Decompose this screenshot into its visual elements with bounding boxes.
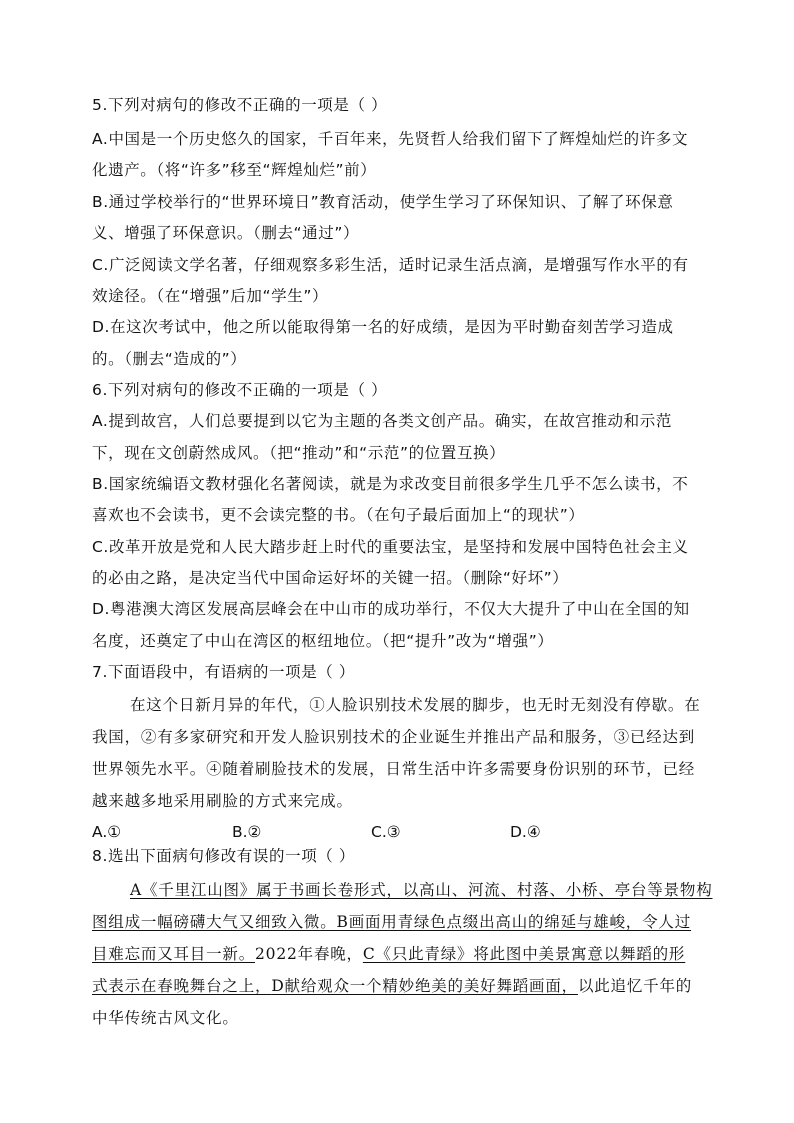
q8-segment-c-part1: C《只此青绿》将此图中美景寓意以舞蹈的形 xyxy=(362,945,686,963)
q6-option-c-line2: 的必由之路，是决定当代中国命运好坏的关键一招。（删除“好坏”） xyxy=(92,569,569,587)
q7-option-a: A.① xyxy=(92,823,122,841)
q8-segment-d: D献给观众一个精妙绝美的美好舞蹈画面， xyxy=(271,977,578,995)
q8-segment-a-part1: A《千里江山图》属于书画长卷形式，以高山、河流、村落、小桥、亭台等景物构 xyxy=(130,881,713,899)
q8-segment-c-part2: 式表示在春晚舞台之上， xyxy=(92,977,272,995)
q8-passage-line5: 中华传统古风文化。 xyxy=(92,1009,239,1027)
question-6-stem: 6.下列对病句的修改不正确的一项是（ ） xyxy=(92,381,388,399)
q5-option-b-line2: 义、增强了环保意识。（删去“通过”） xyxy=(92,224,360,242)
q7-option-b: B.② xyxy=(232,823,262,841)
question-8-stem: 8.选出下面病句修改有误的一项（ ） xyxy=(92,847,356,865)
q7-passage-line4: 越来越多地采用刷脸的方式来完成。 xyxy=(92,792,353,810)
q8-passage-line3 xyxy=(92,944,702,964)
q8-segment-b-part2: 目难忘而又耳目一新。 xyxy=(92,945,256,963)
question-7-stem: 7.下面语段中，有语病的一项是（ ） xyxy=(92,663,356,681)
q6-option-d-line1: D.粤港澳大湾区发展高层峰会在中山市的成功举行，不仅大大提升了中山在全国的知 xyxy=(92,600,690,618)
q7-passage-line2: 我国，②有多家研究和开发人脸识别技术的企业诞生并推出产品和服务，③已经达到 xyxy=(92,728,696,746)
q7-passage-line3: 世界领先水平。④随着刷脸技术的发展，日常生活中许多需要身份识别的环节，已经 xyxy=(92,760,696,778)
q7-option-d: D.④ xyxy=(510,823,541,841)
q6-option-d-line2: 名度，还奠定了中山在湾区的枢纽地位。（把“提升”改为“增强”） xyxy=(92,632,554,650)
q6-option-a-line2: 下，现在文创蔚然成风。（把“推动”和“示范”的位置互换） xyxy=(92,444,506,462)
q8-segment-a-part2: 图组成一幅磅礴大气又细致入微。 xyxy=(92,913,337,931)
q6-option-a-line1: A.提到故宫，人们总要提到以它为主题的各类文创产品。确实，在故宫推动和示范 xyxy=(92,412,672,430)
q6-option-b-line1: B.国家统编语文教材强化名著阅读，就是为求改变目前很多学生几乎不怎么读书，不 xyxy=(92,475,689,493)
q5-option-a-line2: 化遗产。（将“许多”移至“辉煌灿烂”前） xyxy=(92,161,377,179)
question-5-stem: 5.下列对病句的修改不正确的一项是（ ） xyxy=(92,96,388,114)
q6-option-b-line2: 喜欢也不会读书，更不会读完整的书。（在句子最后面加上“的现状”） xyxy=(92,506,585,524)
q5-option-d-line2: 的。（删去“造成的”） xyxy=(92,350,247,368)
q5-option-b-line1: B.通过学校举行的“世界环境日”教育活动，使学生学习了环保知识、了解了环保意 xyxy=(92,193,674,211)
q5-option-d-line1: D.在这次考试中，他之所以能取得第一名的好成绩，是因为平时勤奋刻苦学习造成 xyxy=(92,318,674,336)
q5-option-c-line2: 效途径。（在“增强”后加“学生”） xyxy=(92,287,329,305)
q8-tail-text: 以此追忆千年的 xyxy=(577,977,693,995)
q7-option-c: C.③ xyxy=(371,823,401,841)
q5-option-c-line1: C.广泛阅读文学名著，仔细观察多彩生活，适时记录生活点滴，是增强写作水平的有 xyxy=(92,256,689,274)
q8-passage-line1 xyxy=(130,880,713,900)
q6-option-c-line1: C.改革开放是党和人民大踏步赶上时代的重要法宝，是坚持和发展中国特色社会主义 xyxy=(92,538,689,556)
q8-segment-b-part1: B画面用青绿色点缀出高山的绵延与雄峻，令人过 xyxy=(336,913,692,931)
q7-passage-line1: 在这个日新月异的年代，①人脸识别技术发展的脚步，也无时无刻没有停歇。在 xyxy=(130,696,701,714)
q8-passage-line2 xyxy=(92,912,702,932)
q5-option-a-line1: A.中国是一个历史悠久的国家，千百年来，先贤哲人给我们留下了辉煌灿烂的许多文 xyxy=(92,130,689,148)
q8-plain-text: 2022年春晚， xyxy=(255,945,363,963)
q8-passage-line4 xyxy=(92,976,702,996)
